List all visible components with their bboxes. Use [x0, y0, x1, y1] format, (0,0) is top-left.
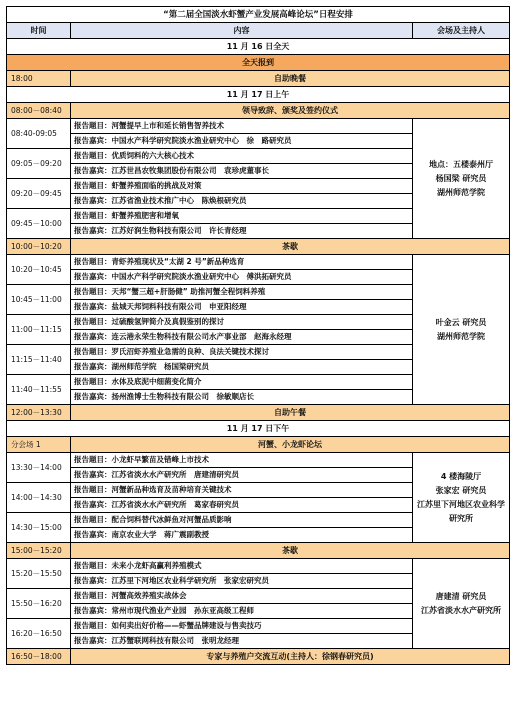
slot-time: 13:30－14:00	[7, 453, 71, 483]
slot-time: 15:50－16:20	[7, 589, 71, 619]
schedule-table	[6, 6, 510, 665]
slot-time: 16:20－16:50	[7, 619, 71, 649]
break-time: 15:00－15:20	[7, 543, 71, 559]
venue-location: 4 楼海陵厅	[440, 471, 482, 481]
slot-time: 10:20－10:45	[7, 255, 71, 285]
talk-topic: 报告题目：河蟹高效养殖实战体会	[71, 589, 413, 604]
slot-time: 08:40-09:05	[7, 119, 71, 149]
session-name: 河蟹、小龙虾论坛	[71, 437, 510, 453]
dinner-label: 自助晚餐	[71, 71, 510, 87]
afternoon-date: 11 月 17 日下午	[7, 421, 510, 437]
talk-speaker: 报告嘉宾：江苏里下河地区农业科学研究所 张家宏研究员	[71, 574, 413, 589]
talk-speaker: 报告嘉宾：江苏省渔业技术推广中心 陈焕根研究员	[71, 194, 413, 209]
slot-time: 14:30－15:00	[7, 513, 71, 543]
talk-speaker: 报告嘉宾：常州市现代渔业产业园 孙东亚高级工程师	[71, 604, 413, 619]
talk-topic: 报告题目：虾蟹养殖肥害和增氧	[71, 209, 413, 224]
venue-affiliation: 湖州师范学院	[437, 187, 485, 197]
header-content: 内容	[71, 23, 413, 39]
talk-topic: 报告题目：如何卖出好价格——虾蟹品牌建设与售卖技巧	[71, 619, 413, 634]
closing-time: 16:50－18:00	[7, 649, 71, 665]
talk-topic: 报告题目：河蟹新品种选育及苗种培育关键技术	[71, 483, 413, 498]
opening-time: 08:00－08:40	[7, 103, 71, 119]
day1-date: 11 月 16 日全天	[7, 39, 510, 55]
talk-speaker: 报告嘉宾：中国水产科学研究院淡水渔业研究中心 徐 路研究员	[71, 134, 413, 149]
venue-host-3	[413, 453, 510, 543]
talk-speaker: 报告嘉宾：江苏世昌农牧集团股份有限公司 袁珍虎董事长	[71, 164, 413, 179]
talk-speaker: 报告嘉宾：南京农业大学 蒋广震副教授	[71, 528, 413, 543]
talk-topic: 报告题目：优质饲料的六大核心技术	[71, 149, 413, 164]
slot-time: 09:45－10:00	[7, 209, 71, 239]
venue-affiliation: 湖州师范学院	[437, 331, 485, 341]
slot-time: 10:45－11:00	[7, 285, 71, 315]
talk-speaker: 报告嘉宾：江苏蟹联网科技有限公司 张明龙经理	[71, 634, 413, 649]
slot-time: 11:40－11:55	[7, 375, 71, 405]
talk-topic: 报告题目：小龙虾早繁苗及错峰上市技术	[71, 453, 413, 468]
break-time: 10:00－10:20	[7, 239, 71, 255]
closing-label: 专家与养殖户交流互动(主持人：徐钢春研究员)	[71, 649, 510, 665]
slot-time: 11:15－11:40	[7, 345, 71, 375]
talk-topic: 报告题目：配合饲料替代冰鲜鱼对河蟹品质影响	[71, 513, 413, 528]
slot-time: 11:00－11:15	[7, 315, 71, 345]
dinner-time: 18:00	[7, 71, 71, 87]
venue-host: 唐建清 研究员	[435, 591, 487, 601]
slot-time: 15:20－15:50	[7, 559, 71, 589]
venue-host: 杨国梁 研究员	[435, 173, 487, 183]
talk-speaker: 报告嘉宾：连云港永荣生物科技有限公司水产事业部 赵海永经理	[71, 330, 413, 345]
talk-speaker: 报告嘉宾：江苏省淡水水产研究所 唐建清研究员	[71, 468, 413, 483]
venue-host: 叶金云 研究员	[435, 317, 487, 327]
talk-topic: 报告题目：虾蟹养殖面临的挑战及对策	[71, 179, 413, 194]
break-label: 茶歇	[71, 239, 510, 255]
venue-host-2	[413, 255, 510, 405]
morning-date: 11 月 17 日上午	[7, 87, 510, 103]
slot-time: 09:20－09:45	[7, 179, 71, 209]
header-venue: 会场及主持人	[413, 23, 510, 39]
session-label: 分会场 1	[7, 437, 71, 453]
slot-time: 09:05－09:20	[7, 149, 71, 179]
opening-label: 领导致辞、颁奖及签约仪式	[71, 103, 510, 119]
schedule-sheet	[6, 6, 509, 665]
talk-speaker: 报告嘉宾：中国水产科学研究院淡水渔业研究中心 傅洪拓研究员	[71, 270, 413, 285]
talk-topic: 报告题目：青虾养殖现状及“太湖 2 号”新品种选育	[71, 255, 413, 270]
talk-topic: 报告题目：未来小龙虾高赢利养殖模式	[71, 559, 413, 574]
venue-location: 地点：五楼泰州厅	[429, 159, 493, 169]
talk-topic: 报告题目：水体及底泥中细菌变化简介	[71, 375, 413, 390]
registration-band: 全天报到	[7, 55, 510, 71]
document-title: “第二届全国淡水虾蟹产业发展高峰论坛”日程安排	[7, 7, 510, 23]
venue-host-1	[413, 119, 510, 239]
talk-topic: 报告题目：河蟹提早上市和延长销售智养技术	[71, 119, 413, 134]
slot-time: 14:00－14:30	[7, 483, 71, 513]
talk-speaker: 报告嘉宾：江苏好润生物科技有限公司 许长青经理	[71, 224, 413, 239]
talk-topic: 报告题目：过硫酸氢钾简介及真假鉴别的探讨	[71, 315, 413, 330]
lunch-time: 12:00－13:30	[7, 405, 71, 421]
venue-host: 张家宏 研究员	[435, 485, 487, 495]
talk-speaker: 报告嘉宾：盐城天邦饲料科技有限公司 申亚阳经理	[71, 300, 413, 315]
venue-affiliation: 江苏省淡水水产研究所	[421, 605, 501, 615]
header-time: 时间	[7, 23, 71, 39]
venue-host-4	[413, 559, 510, 649]
break-label: 茶歇	[71, 543, 510, 559]
talk-speaker: 报告嘉宾：湖州师范学院 杨国梁研究员	[71, 360, 413, 375]
talk-topic: 报告题目：罗氏沼虾养殖业急需的良种、良法关键技术探讨	[71, 345, 413, 360]
venue-affiliation: 江苏里下河地区农业科学研究所	[417, 499, 505, 523]
talk-speaker: 报告嘉宾：江苏省淡水水产研究所 葛家春研究员	[71, 498, 413, 513]
lunch-label: 自助午餐	[71, 405, 510, 421]
talk-topic: 报告题目：天邦“蟹三超+肝肠健” 助推河蟹全程饲料养殖	[71, 285, 413, 300]
talk-speaker: 报告嘉宾：扬州渔博士生物科技有限公司 徐敏顺店长	[71, 390, 413, 405]
